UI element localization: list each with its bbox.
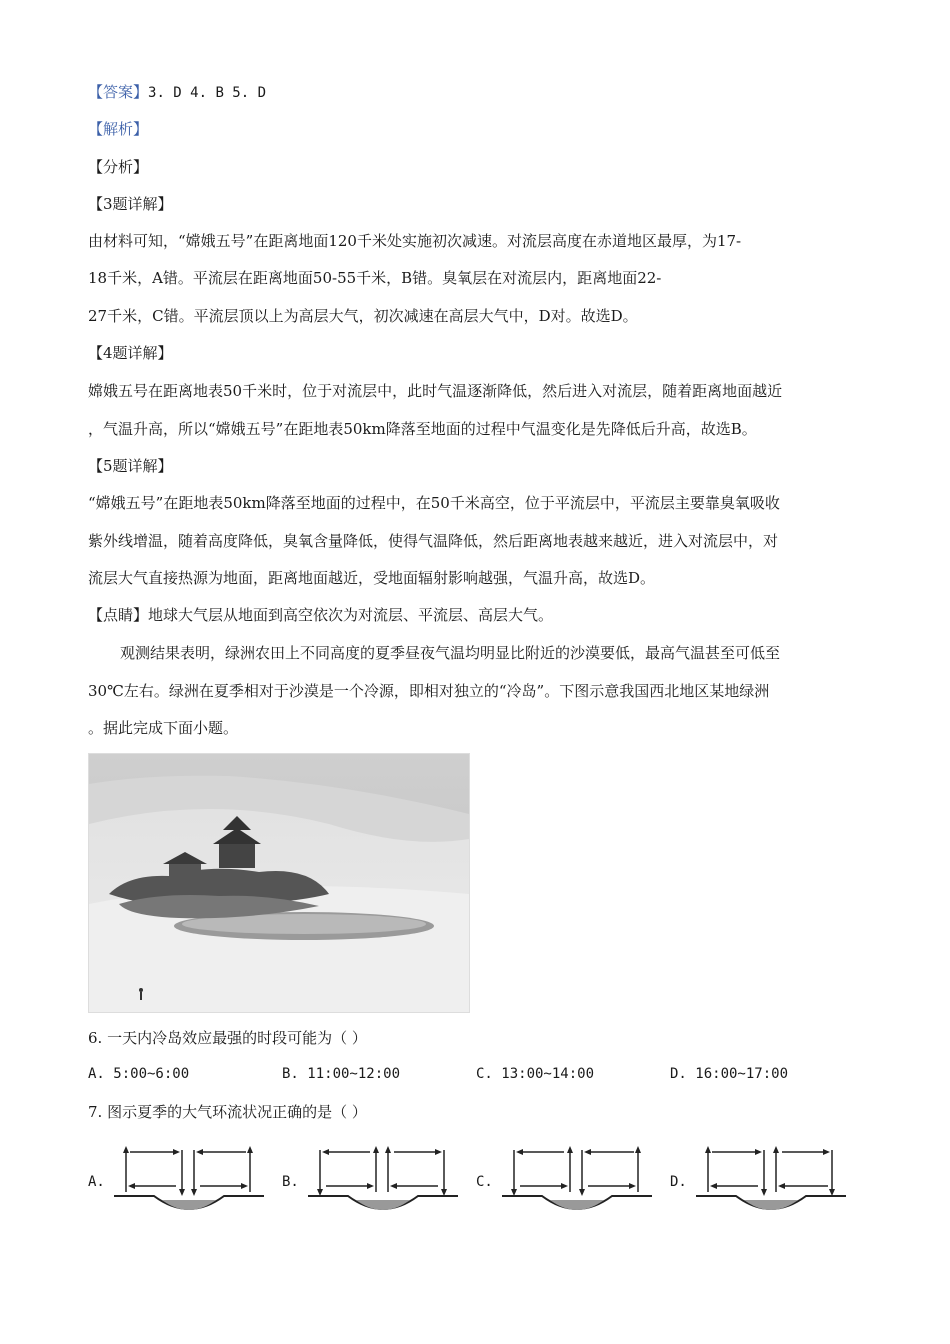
q6-option-d[interactable]: D. 16:00~17:00 bbox=[670, 1066, 789, 1082]
q5-line-2: 紫外线增温，随着高度降低，臭氧含量降低，使得气温降低，然后距离地表越来越近，进入对流层中，对 bbox=[88, 532, 779, 550]
passage-line-2: 30℃左右。绿洲在夏季相对于沙漠是一个冷源，即相对独立的“冷岛”。下图示意我国西北地区某地绿洲 bbox=[88, 682, 770, 700]
q6-option-a[interactable]: A. 5:00~6:00 bbox=[88, 1066, 190, 1082]
q7-option-b-label[interactable]: B. bbox=[282, 1174, 299, 1190]
passage-line-3: 。据此完成下面小题。 bbox=[88, 719, 239, 737]
analysis-label: 【解析】 bbox=[88, 120, 149, 138]
q7-diagram-d[interactable] bbox=[696, 1140, 846, 1220]
q4-line-2: ，气温升高，所以“嫦娥五号”在距地表50km降落至地面的过程中气温变化是先降低后升高，故选B。 bbox=[88, 420, 757, 438]
q4-label: 【4题详解】 bbox=[88, 344, 173, 362]
q6-stem: 6. 一天内冷岛效应最强的时段可能为（ ） bbox=[88, 1029, 367, 1047]
fenxi-label: 【分析】 bbox=[88, 158, 149, 176]
q5-line-1: “嫦娥五号”在距地表50km降落至地面的过程中，在50千米高空，位于平流层中，平流层主要靠臭氧吸收 bbox=[88, 494, 780, 512]
dianjing-text: 地球大气层从地面到高空依次为对流层、平流层、高层大气。 bbox=[148, 606, 554, 624]
answer-text: 3. D 4. B 5. D bbox=[148, 85, 267, 101]
q3-line-1: 由材料可知，“嫦娥五号”在距离地面120千米处实施初次减速。对流层高度在赤道地区最厚，为17- bbox=[88, 232, 742, 250]
oasis-photo bbox=[88, 753, 470, 1013]
q3-line-3: 27千米，C错。平流层顶以上为高层大气，初次减速在高层大气中，D对。故选D。 bbox=[88, 307, 638, 325]
q3-label: 【3题详解】 bbox=[88, 195, 173, 213]
answer-line bbox=[88, 82, 266, 103]
q3-line-2: 18千米，A错。平流层在距离地面50-55千米，B错。臭氧层在对流层内，距离地面22- bbox=[88, 269, 662, 287]
q7-option-a-label[interactable]: A. bbox=[88, 1174, 105, 1190]
q7-diagram-row bbox=[88, 1140, 868, 1220]
q7-option-c-label[interactable]: C. bbox=[476, 1174, 493, 1190]
q6-option-b[interactable]: B. 11:00~12:00 bbox=[282, 1066, 401, 1082]
q5-label: 【5题详解】 bbox=[88, 457, 173, 475]
q7-diagram-c[interactable] bbox=[502, 1140, 652, 1220]
answer-label: 【答案】 bbox=[88, 83, 149, 101]
oasis-photo-drawing bbox=[89, 754, 469, 1012]
dianjing-label: 【点睛】 bbox=[88, 606, 149, 624]
q7-stem: 7. 图示夏季的大气环流状况正确的是（ ） bbox=[88, 1103, 367, 1121]
passage-line-1: 观测结果表明，绿洲农田上不同高度的夏季昼夜气温均明显比附近的沙漠要低，最高气温甚至可低至 bbox=[120, 644, 781, 662]
q6-option-c[interactable]: C. 13:00~14:00 bbox=[476, 1066, 595, 1082]
q7-diagram-b[interactable] bbox=[308, 1140, 458, 1220]
q4-line-1: 嫦娥五号在距离地表50千米时，位于对流层中，此时气温逐渐降低，然后进入对流层，随着距离地面越近 bbox=[88, 382, 783, 400]
q5-line-3: 流层大气直接热源为地面，距离地面越近，受地面辐射影响越强，气温升高，故选D。 bbox=[88, 569, 656, 587]
q7-option-d-label[interactable]: D. bbox=[670, 1174, 687, 1190]
q7-diagram-a[interactable] bbox=[114, 1140, 264, 1220]
dianjing-line bbox=[88, 605, 553, 625]
